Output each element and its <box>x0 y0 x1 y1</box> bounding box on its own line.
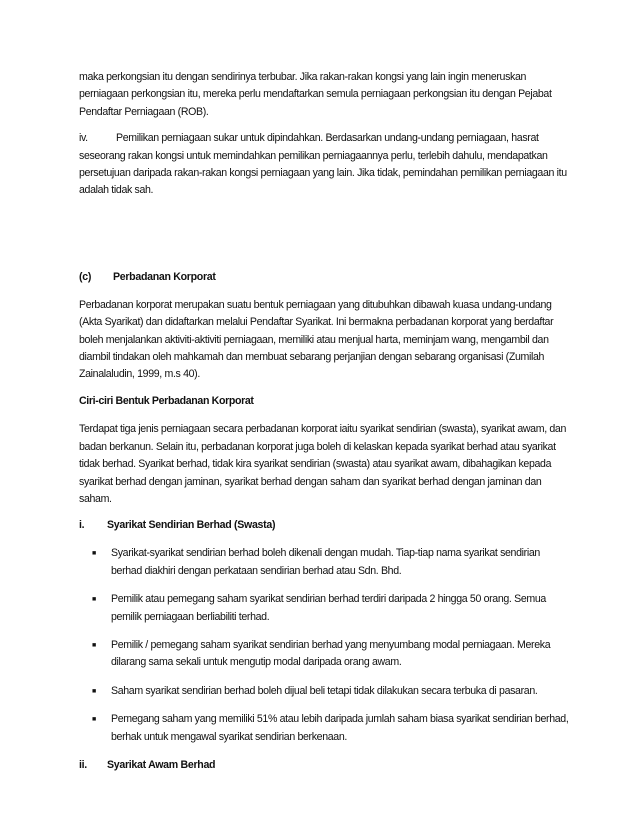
document-page <box>79 69 569 774</box>
section-c-paragraph: Perbadanan korporat merupakan suatu bentuk perniagaan yang ditubuhkan dibawah kuasa undang-undang (Akta Syarikat) dan didaftarkan melalui Pendaftar Syarikat. Ini bermakna perbadanan korporat yang berdaftar boleh menjalankan aktiviti-aktiviti perniagaan, memiliki atau menjual harta, meminjam wang, mengambil dan diambil tindakan oleh mahkamah dan membuat sebarang perjanjian dengan sebarang organisasi (Zumilah Zainalaludin, 1999, m.s 40). <box>79 298 554 381</box>
section-c-title: Perbadanan Korporat <box>113 270 216 283</box>
section-c-heading <box>79 269 569 286</box>
list-item <box>92 637 569 672</box>
list-item <box>92 545 569 580</box>
subsection-i-bullet-list <box>79 545 569 746</box>
subsection-i-title: Syarikat Sendirian Berhad (Swasta) <box>107 519 276 532</box>
list-item <box>92 591 569 626</box>
ciri-heading: Ciri-ciri Bentuk Perbadanan Korporat <box>79 394 254 407</box>
ciri-paragraph: Terdapat tiga jenis perniagaan secara perbadanan korporat iaitu syarikat sendirian (swasta), syarikat awam, dan badan berkanun. Selain itu, perbadanan korporat juga boleh di kelaskan kepada syarikat berhad atau syarikat tidak berhad. Syarikat berhad, tidak kira syarikat sendirian (swasta) atau syarikat awam, dibahagikan kepada syarikat berhad dengan jaminan, syarikat berhad dengan saham dan syarikat berhad dengan jaminan dan saham. <box>79 423 567 505</box>
square-bullet-icon: ■ <box>92 550 97 558</box>
list-item <box>92 683 569 700</box>
subsection-i-heading <box>79 517 569 534</box>
bullet-text: Pemilik atau pemegang saham syarikat sendirian berhad terdiri daripada 2 hingga 50 orang. Semua pemilik perniagaan berliabiliti terhad. <box>111 593 546 623</box>
bullet-text: Syarikat-syarikat sendirian berhad boleh dikenali dengan mudah. Tiap-tiap nama syarikat sendirian berhad diakhiri dengan perkataan sendirian berhad atau Sdn. Bhd. <box>111 547 540 577</box>
square-bullet-icon: ■ <box>92 641 97 649</box>
square-bullet-icon: ■ <box>92 716 97 724</box>
bullet-text: Saham syarikat sendirian berhad boleh dijual beli tetapi tidak dilakukan secara terbuka di pasaran. <box>111 684 538 697</box>
intro-paragraph: maka perkongsian itu dengan sendirinya terbubar. Jika rakan-rakan kongsi yang lain ingin meneruskan perniagaan perkongsian itu, mereka perlu mendaftarkan semula perniagaan perkongsian itu dengan Pejabat Pendaftar Perniagaan (ROB). <box>79 71 552 118</box>
subsection-i-label: i. <box>79 519 85 532</box>
subsection-ii-heading <box>79 757 569 774</box>
subsection-ii-title: Syarikat Awam Berhad <box>107 758 216 771</box>
square-bullet-icon: ■ <box>92 687 97 695</box>
item-iv-text: Pemilikan perniagaan sukar untuk dipindahkan. Berdasarkan undang-undang perniagaan, hasrat seseorang rakan kongsi untuk memindahkan pemilikan perniagaannya perlu, terlebih dahulu, mendapatkan persetujuan daripada rakan-rakan kongsi perniagaan yang lain. Jika tidak, pemindahan pemilikan perniagaan itu adalah tidak sah. <box>79 132 567 197</box>
item-iv-label: iv. <box>79 132 88 145</box>
subsection-ii-label: ii. <box>79 758 87 771</box>
bullet-text: Pemilik / pemegang saham syarikat sendirian berhad yang menyumbang modal perniagaan. Mereka dilarang sama sekali untuk mengutip modal daripada orang awam. <box>111 638 551 669</box>
section-c-label: (c) <box>79 270 92 283</box>
square-bullet-icon: ■ <box>92 596 97 604</box>
bullet-text: Pemegang saham yang memiliki 51% atau lebih daripada jumlah saham biasa syarikat sendirian berhad, berhak untuk mengawal syarikat sendirian berkenaan. <box>111 713 569 743</box>
item-iv <box>79 130 569 200</box>
list-item <box>92 711 569 746</box>
